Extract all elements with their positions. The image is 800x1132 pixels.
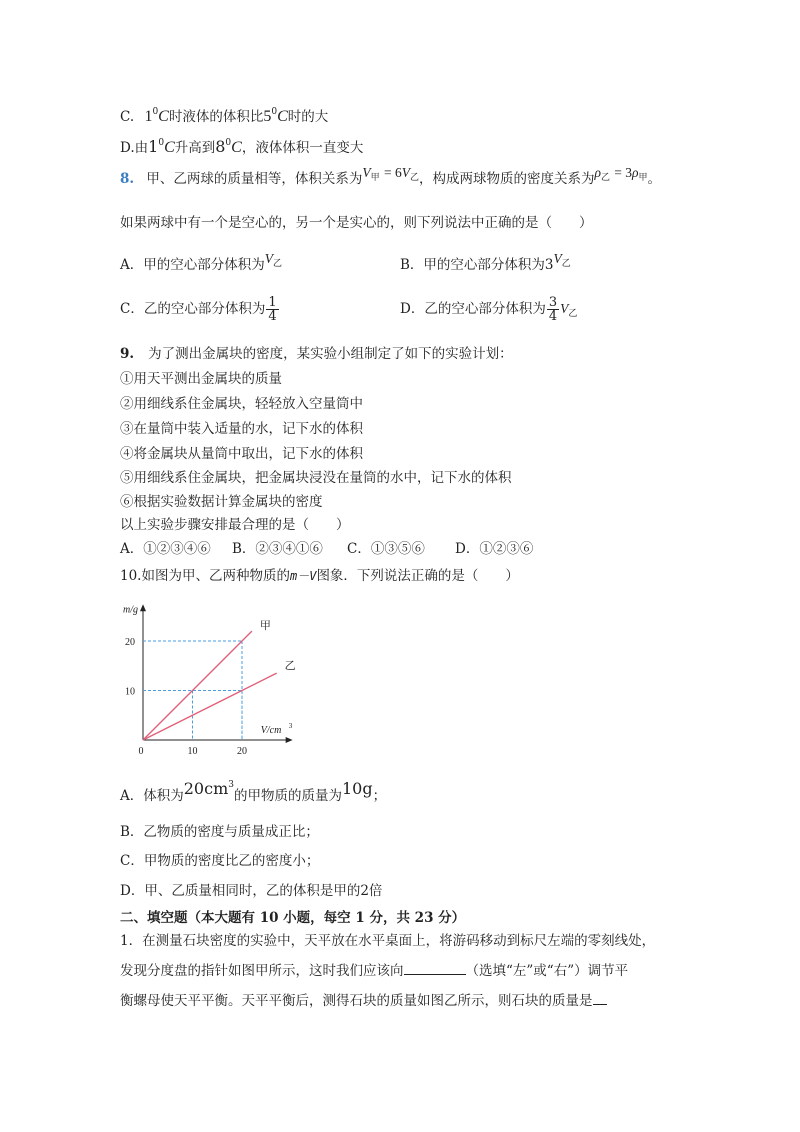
answer-blank[interactable] bbox=[593, 992, 607, 1005]
answer-blank[interactable] bbox=[404, 962, 466, 975]
series-label: 乙 bbox=[284, 660, 296, 673]
fill-q1-line: 1．在测量石块密度的实验中，天平放在水平桌面上，将游码移动到标尺左端的零刻线处， bbox=[120, 933, 656, 949]
x-tick-label: 20 bbox=[237, 746, 247, 757]
q9-option-a: A．①②③④⑥ bbox=[120, 541, 211, 557]
q8-option-d: D．乙的空心部分体积为 $\frac{3}{4}$ $V_乙$ bbox=[400, 295, 578, 324]
x-axis-label: V/cm bbox=[260, 725, 282, 736]
q9-question: 以上实验步骤安排最合理的是（ ） bbox=[120, 517, 350, 533]
q9-step: ④将金属块从量筒中取出，记下水的体积 bbox=[120, 446, 363, 462]
q10-option-d: D．甲、乙质量相同时，乙的体积是甲的2倍 bbox=[120, 883, 383, 899]
q10-option-c: C．甲物质的密度比乙的密度小； bbox=[120, 853, 320, 869]
q9-option-c: C．①③⑤⑥ bbox=[347, 541, 425, 557]
density-relation: $\rho_乙 = 3\rho_甲$ bbox=[594, 165, 648, 183]
q8-option-b: B．甲的空心部分体积为$3V_乙$ bbox=[400, 251, 571, 273]
q7-option-d: D.由$1^0C$升高到$8^0C$，液体体积一直变大 bbox=[120, 137, 364, 156]
q9-option-d: D．①②③⑥ bbox=[455, 541, 534, 557]
q7-option-c: C. $1^0C$时液体的体积比$5^0C$时的大 bbox=[120, 107, 329, 125]
x-axis-label-exponent: 3 bbox=[288, 722, 293, 730]
section-heading: 二、填空题（本大题有 10 小题，每空 1 分，共 23 分） bbox=[120, 910, 466, 926]
m-v-graph bbox=[115, 590, 315, 755]
question-number: 8. bbox=[120, 171, 135, 187]
x-axis-arrow bbox=[286, 737, 293, 743]
fraction: $\frac{1}{4}$ bbox=[268, 295, 277, 324]
q9-step: ⑤用细线系住金属块，把金属块浸没在量筒的水中，记下水的体积 bbox=[120, 470, 512, 486]
x-tick-label: 10 bbox=[187, 746, 198, 757]
volume-relation: $V_甲 = 6V_乙$ bbox=[362, 165, 419, 183]
fraction: $\frac{3}{4}$ bbox=[548, 295, 558, 324]
y-tick-label: 20 bbox=[125, 637, 135, 648]
series-line-yi bbox=[143, 673, 277, 740]
q10-option-a: A．体积为$20cm^3$的甲物质的质量为10g； bbox=[120, 779, 387, 804]
fill-q1-line: 衡螺母使天平平衡。天平平衡后，测得石块的质量如图乙所示，则石块的质量是 bbox=[120, 992, 607, 1010]
q8-option-a: A．甲的空心部分体积为$V_乙$ bbox=[120, 251, 283, 273]
origin-label: 0 bbox=[138, 746, 144, 757]
y-tick-label: 10 bbox=[125, 686, 135, 698]
fill-q1-line: 发现分度盘的指针如图甲所示，这时我们应该向 （选填“左”或“右”）调节平 bbox=[120, 963, 629, 979]
series-line-jia bbox=[143, 631, 252, 740]
q9-option-b: B．②③④①⑥ bbox=[232, 541, 323, 557]
q8-question: 如果两球中有一个是空心的，另一个是实心的，则下列说法中正确的是（ ） bbox=[120, 215, 593, 231]
q10-option-b: B．乙物质的密度与质量成正比； bbox=[120, 824, 319, 840]
q9-stem: 9. 为了测出金属块的密度，某实验小组制定了如下的实验计划： bbox=[120, 346, 513, 362]
q9-step: ②用细线系住金属块，轻轻放入空量筒中 bbox=[120, 396, 363, 412]
question-number: 9. bbox=[120, 346, 135, 362]
q9-step: ③在量筒中装入适量的水，记下水的体积 bbox=[120, 421, 363, 437]
y-axis-arrow bbox=[140, 604, 146, 611]
q9-step: ⑥根据实验数据计算金属块的密度 bbox=[120, 494, 323, 510]
series-label: 甲 bbox=[259, 620, 271, 633]
q10-stem: 10.如图为甲、乙两种物质的m－V图象．下列说法正确的是（ ） bbox=[120, 568, 519, 584]
q9-step: ①用天平测出金属块的质量 bbox=[120, 371, 282, 387]
y-axis-label: m/g bbox=[123, 604, 138, 616]
q8-option-c: C．乙的空心部分体积为 $\frac{1}{4}$ bbox=[120, 295, 277, 324]
q8-stem: 8. 甲、乙两球的质量相等，体积关系为$V_甲 = 6V_乙$，构成两球物质的密度关系为$\rho_乙 = 3\rho_甲$。 bbox=[120, 165, 662, 187]
